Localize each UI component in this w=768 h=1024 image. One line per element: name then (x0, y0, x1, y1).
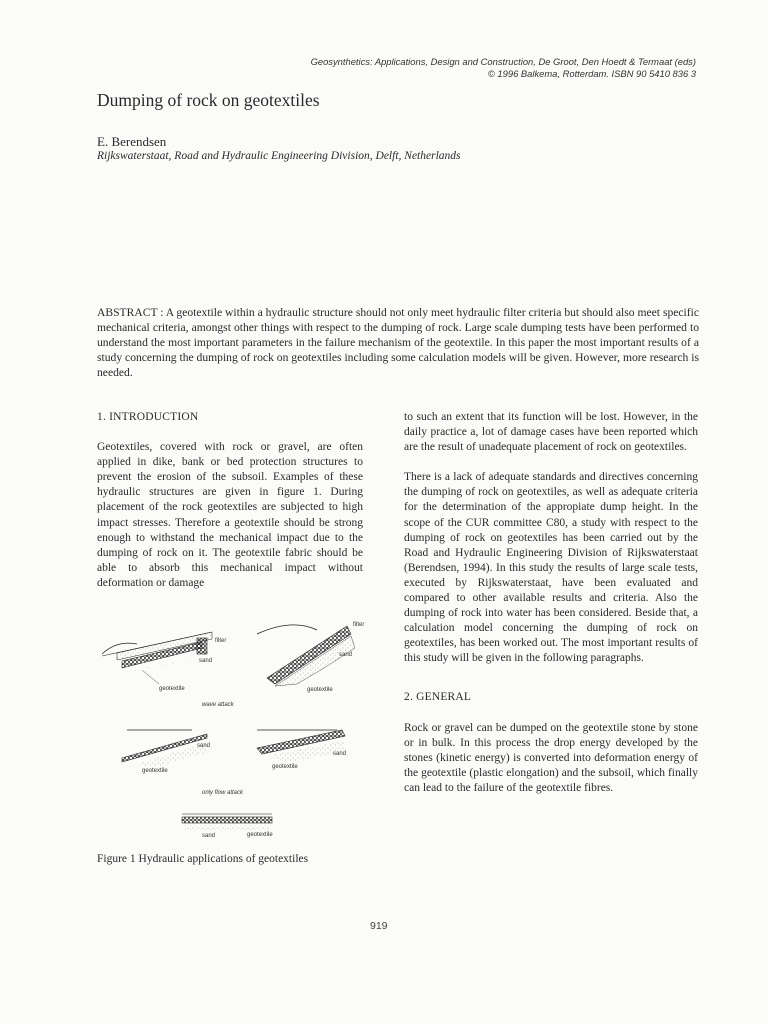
affiliation: Rijkswaterstaat, Road and Hydraulic Engineering Division, Delft, Netherlands (97, 150, 461, 162)
label-geotextile-4: geotextile (272, 764, 298, 770)
intro-paragraph-1-continued: to such an extent that its function will be lost. However, in the daily practice a, lot of damage cases have been reported which are the result of unadequate placement of rock on geotextiles. (404, 411, 698, 454)
abstract: ABSTRACT : A geotextile within a hydraulic structure should not only meet hydraulic filter criteria but should also meet specific mechanical criteria, amongst other things with respect to the dumping of rock. Large scale dumping tests have been performed to understand the most important parameters in the failure mechanism of the geotextile. In this paper the most important results of a study concerning the dumping of rock on geotextiles including some calculation models will be given. However, more research is needed. (97, 306, 699, 379)
label-geotextile-1: geotextile (159, 686, 185, 692)
section-2-heading: 2. GENERAL (404, 690, 472, 703)
paper-title: Dumping of rock on geotextiles (97, 90, 320, 110)
general-paragraph-1: Rock or gravel can be dumped on the geotextile stone by stone or in bulk. In this process the drop energy developed by the stones (kinetic energy) is converted into deformation energy of the geotextile (plastic elongation) and the subsoil, which finally can lead to the failure of the geotextile fibres. (404, 721, 698, 794)
header-line-1: Geosynthetics: Applications, Design and Construction, De Groot, Den Hoedt & Termaat (eds) (310, 56, 696, 67)
label-sand-3: sand (197, 743, 211, 749)
panel-slope-wave-right (257, 730, 346, 770)
label-geotextile-5: geotextile (247, 832, 273, 838)
label-sand-2: sand (339, 652, 353, 658)
label-sand-1: sand (199, 658, 213, 664)
header-line-2: © 1996 Balkema, Rotterdam. ISBN 90 5410 836 3 (487, 68, 696, 79)
panel-slope-wave-left (122, 730, 210, 774)
running-header (311, 56, 696, 80)
label-filter-1: filter (215, 638, 227, 644)
panel-bank-filter (257, 622, 364, 693)
intro-paragraph-2: There is a lack of adequate standards and directives concerning the dumping of rock on geotextiles, as well as adequate criteria for the determination of the appropiate dump height. In the scope of the CUR committee C80, a study with respect to the dumping of rock on geotextiles has been carried out by the Road and Hydraulic Engineering Division of Rijkswaterstaat (Berendsen, 1994). In this study the results of large scale tests, executed by Rijkswaterstaat, have been evaluated and compared to other available results and criteria. Also the dumping of rock into water has been considered. Beside that, a calculation model concerning the dumping of rock on geotextiles, has been worked out. The most important results of this study will be given in the following paragraphs. (404, 471, 698, 665)
label-only-flow-attack: only flow attack (202, 790, 244, 796)
section-1-heading: 1. INTRODUCTION (97, 411, 199, 423)
label-sand-4: sand (333, 751, 347, 757)
label-geotextile-3: geotextile (142, 768, 168, 774)
author: E. Berendsen (97, 134, 167, 149)
figure-1-drawing (97, 612, 367, 852)
panel-bed-protection (182, 814, 273, 839)
right-column (404, 410, 698, 796)
figure-1 (97, 612, 367, 852)
intro-paragraph-1: Geotextiles, covered with rock or gravel, are often applied in dike, bank or bed protection structures to prevent the erosion of the subsoil. Examples of these hydraulic structures are given in figure 1. During placement of the rock geotextiles are subjected to high impact stresses. Therefore a geotextile should be strong enough to withstand the mechanical impact due to the dumping of rock on it. The geotextile fabric should be able to absorb this mechanical impact without deformation or damage (97, 441, 363, 589)
label-sand-5: sand (202, 833, 216, 839)
left-column (97, 410, 363, 591)
page-number: 919 (370, 920, 388, 932)
label-geotextile-2: geotextile (307, 687, 333, 693)
label-wave-attack: wave attack (202, 702, 234, 708)
figure-1-caption: Figure 1 Hydraulic applications of geotextiles (97, 853, 309, 865)
panel-dike-filter (102, 632, 226, 692)
label-filter-2: filter (353, 622, 365, 628)
